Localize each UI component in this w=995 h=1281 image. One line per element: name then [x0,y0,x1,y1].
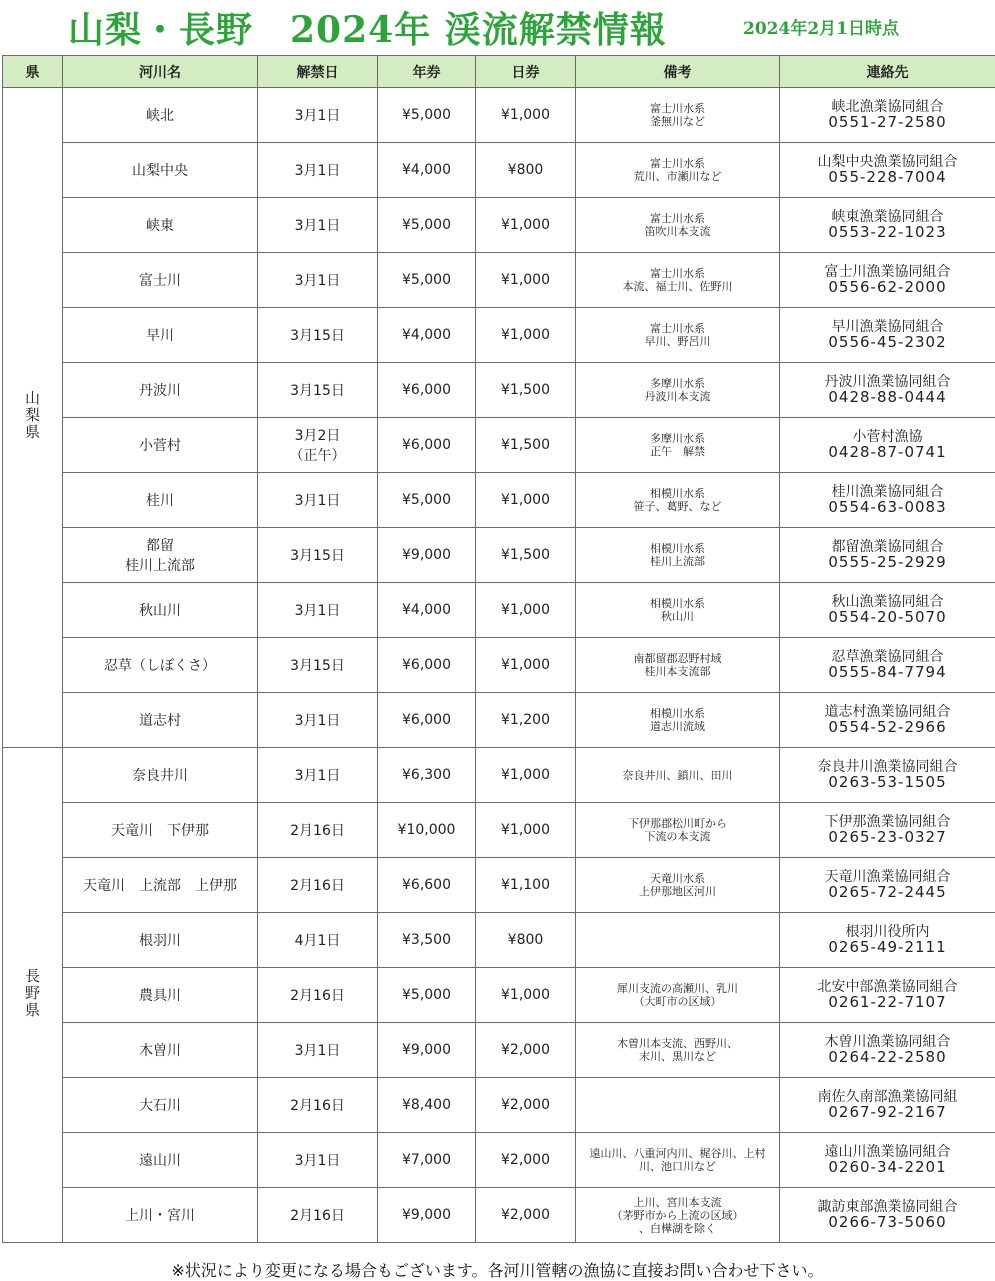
table-row [3,143,995,198]
open-date-cell [258,583,378,638]
river-name-cell-line: 丹波川 [63,380,257,400]
river-name-cell [63,1078,258,1133]
contact-name: 丹波川漁業協同組合 [780,375,995,390]
table-row [3,88,995,143]
contact-phone: 0555-84-7794 [780,665,995,680]
note-cell-line: 南都留郡忍野村域 [576,652,779,665]
note-cell-line: 富士川水系 [576,212,779,225]
annual-ticket-cell: ¥6,000 [378,363,476,418]
note-cell-line: 多摩川水系 [576,377,779,390]
note-cell-line: 末川、黒川など [576,1050,779,1063]
contact-cell [780,253,995,308]
river-name-cell-line: 峡東 [63,215,257,235]
river-name-cell [63,583,258,638]
column-header: 県 [3,56,63,88]
contact-cell [780,198,995,253]
river-name-cell-line: 桂川 [63,490,257,510]
as-of-date: 2024年2月1日時点 [743,14,899,39]
table-row [3,473,995,528]
contact-phone: 0266-73-5060 [780,1215,995,1230]
open-date-cell [258,858,378,913]
contact-name: 奈良井川漁業協同組合 [780,760,995,775]
river-name-cell-line: 道志村 [63,710,257,730]
open-date-cell-line: 3月1日 [258,710,377,730]
annual-ticket-cell: ¥4,000 [378,308,476,363]
river-name-cell [63,638,258,693]
contact-cell [780,968,995,1023]
river-name-cell [63,308,258,363]
open-date-cell [258,88,378,143]
annual-ticket-cell: ¥6,000 [378,418,476,473]
prefecture-cell-nagano [3,748,63,1243]
note-cell-line: 本流、福士川、佐野川 [576,280,779,293]
contact-cell [780,473,995,528]
contact-phone: 0551-27-2580 [780,115,995,130]
prefecture-name: 長野県 [22,968,43,1019]
table-row [3,803,995,858]
table-row [3,253,995,308]
note-cell [576,638,780,693]
contact-name: 遠山川漁業協同組合 [780,1145,995,1160]
contact-name: 根羽川役所内 [780,925,995,940]
day-ticket-cell: ¥1,000 [476,803,576,858]
open-date-cell-line: 2月16日 [258,985,377,1005]
note-cell-line: 奈良井川、鎖川、田川 [576,769,779,782]
annual-ticket-cell: ¥5,000 [378,253,476,308]
annual-ticket-cell: ¥4,000 [378,583,476,638]
open-date-cell-line: 2月16日 [258,875,377,895]
annual-ticket-cell: ¥6,600 [378,858,476,913]
annual-ticket-cell: ¥5,000 [378,968,476,1023]
river-name-cell-line: 遠山川 [63,1150,257,1170]
note-cell-line: 相模川水系 [576,542,779,555]
river-name-cell [63,748,258,803]
table-row [3,968,995,1023]
day-ticket-cell: ¥1,200 [476,693,576,748]
table-row [3,748,995,803]
note-cell-line: 富士川水系 [576,322,779,335]
note-cell-line: 富士川水系 [576,157,779,170]
annual-ticket-cell: ¥5,000 [378,88,476,143]
annual-ticket-cell: ¥5,000 [378,473,476,528]
contact-cell [780,748,995,803]
day-ticket-cell: ¥1,000 [476,473,576,528]
river-name-cell [63,803,258,858]
day-ticket-cell: ¥1,000 [476,968,576,1023]
table-body [3,88,995,1243]
column-header: 連絡先 [780,56,995,88]
note-cell-line: 笹子、葛野、など [576,500,779,513]
open-date-cell [258,418,378,473]
note-cell-line: 秋山川 [576,610,779,623]
note-cell [576,1133,780,1188]
column-header: 河川名 [63,56,258,88]
open-date-cell [258,803,378,858]
contact-name: 峡北漁業協同組合 [780,100,995,115]
contact-phone: 0428-87-0741 [780,445,995,460]
open-date-cell [258,693,378,748]
river-name-cell-line: 大石川 [63,1095,257,1115]
open-date-cell [258,1188,378,1243]
table-row [3,858,995,913]
contact-cell [780,1023,995,1078]
river-name-cell [63,473,258,528]
river-name-cell-line: 奈良井川 [63,765,257,785]
table-row [3,638,995,693]
open-date-cell-line: 3月15日 [258,545,377,565]
open-date-cell [258,1023,378,1078]
annual-ticket-cell: ¥9,000 [378,1023,476,1078]
contact-name: 北安中部漁業協同組合 [780,980,995,995]
contact-cell [780,1188,995,1243]
release-info-table [2,55,995,1243]
contact-name: 諏訪東部漁業協同組合 [780,1200,995,1215]
column-header: 解禁日 [258,56,378,88]
prefecture-name: 山梨県 [22,390,43,441]
open-date-cell-line: 3月2日 [258,425,377,445]
day-ticket-cell: ¥2,000 [476,1188,576,1243]
open-date-cell-line: 3月1日 [258,600,377,620]
contact-name: 小菅村漁協 [780,430,995,445]
contact-name: 秋山漁業協同組合 [780,595,995,610]
contact-cell [780,143,995,198]
note-cell [576,1188,780,1243]
river-name-cell [63,1133,258,1188]
river-name-cell [63,1023,258,1078]
open-date-cell-line: 2月16日 [258,820,377,840]
note-cell-line: 正午 解禁 [576,445,779,458]
note-cell [576,418,780,473]
note-cell [576,583,780,638]
river-name-cell [63,968,258,1023]
column-header: 日券 [476,56,576,88]
contact-cell [780,693,995,748]
day-ticket-cell: ¥1,000 [476,583,576,638]
river-name-cell-line: 木曽川 [63,1040,257,1060]
open-date-cell [258,748,378,803]
contact-name: 山梨中央漁業協同組合 [780,155,995,170]
note-cell [576,1023,780,1078]
column-header: 年券 [378,56,476,88]
river-name-cell-line: 忍草（しぼくさ） [63,655,257,675]
contact-phone: 055-228-7004 [780,170,995,185]
contact-phone: 0554-20-5070 [780,610,995,625]
open-date-cell [258,363,378,418]
contact-phone: 0265-23-0327 [780,830,995,845]
river-name-cell [63,363,258,418]
open-date-cell [258,1133,378,1188]
contact-name: 桂川漁業協同組合 [780,485,995,500]
contact-phone: 0554-52-2966 [780,720,995,735]
contact-phone: 0261-22-7107 [780,995,995,1010]
annual-ticket-cell: ¥9,000 [378,528,476,583]
contact-phone: 0428-88-0444 [780,390,995,405]
annual-ticket-cell: ¥6,000 [378,693,476,748]
note-cell-line: 丹波川本支流 [576,390,779,403]
note-cell-line: 道志川流域 [576,720,779,733]
open-date-cell-line: 3月15日 [258,325,377,345]
day-ticket-cell: ¥1,500 [476,418,576,473]
open-date-cell-line: 4月1日 [258,930,377,950]
note-cell-line: （茅野市から上流の区域） [576,1209,779,1222]
contact-phone: 0556-45-2302 [780,335,995,350]
contact-cell [780,363,995,418]
day-ticket-cell: ¥1,000 [476,253,576,308]
note-cell [576,803,780,858]
contact-name: 南佐久南部漁業協同組 [780,1090,995,1105]
note-cell-line: 下伊那郡松川町から [576,817,779,830]
river-name-cell-line: 山梨中央 [63,160,257,180]
contact-phone: 0554-63-0083 [780,500,995,515]
contact-cell [780,913,995,968]
day-ticket-cell: ¥1,000 [476,198,576,253]
table-row [3,913,995,968]
table-row [3,1078,995,1133]
note-cell-line: 早川、野呂川 [576,335,779,348]
river-name-cell [63,418,258,473]
river-name-cell-line: 天竜川 下伊那 [63,820,257,840]
river-name-cell-line: 根羽川 [63,930,257,950]
river-name-cell [63,528,258,583]
open-date-cell-line: 3月15日 [258,380,377,400]
table-row [3,528,995,583]
contact-cell [780,1133,995,1188]
note-cell-line: 富士川水系 [576,102,779,115]
river-name-cell-line: 早川 [63,325,257,345]
note-cell [576,88,780,143]
day-ticket-cell: ¥1,500 [476,363,576,418]
column-header: 備考 [576,56,780,88]
note-cell-line: 下流の本支流 [576,830,779,843]
open-date-cell-line: 3月1日 [258,1040,377,1060]
day-ticket-cell: ¥800 [476,913,576,968]
contact-cell [780,803,995,858]
day-ticket-cell: ¥1,500 [476,528,576,583]
contact-cell [780,88,995,143]
river-name-cell-line: 小菅村 [63,435,257,455]
open-date-cell-line: 2月16日 [258,1095,377,1115]
prefecture-cell-yamanashi [3,88,63,748]
river-name-cell-line: 桂川上流部 [63,555,257,575]
note-cell [576,308,780,363]
river-name-cell [63,913,258,968]
note-cell-line: 上伊那地区河川 [576,885,779,898]
contact-cell [780,1078,995,1133]
contact-name: 天竜川漁業協同組合 [780,870,995,885]
annual-ticket-cell: ¥4,000 [378,143,476,198]
day-ticket-cell: ¥2,000 [476,1133,576,1188]
annual-ticket-cell: ¥6,000 [378,638,476,693]
note-cell-line: 上川、宮川本支流 [576,1196,779,1209]
day-ticket-cell: ¥2,000 [476,1078,576,1133]
contact-phone: 0265-72-2445 [780,885,995,900]
note-cell [576,528,780,583]
day-ticket-cell: ¥800 [476,143,576,198]
note-cell-line: 、白樺湖を除く [576,1222,779,1235]
open-date-cell-line: 3月1日 [258,270,377,290]
open-date-cell [258,913,378,968]
contact-name: 早川漁業協同組合 [780,320,995,335]
note-cell [576,253,780,308]
table-row [3,1188,995,1243]
river-name-cell-line: 天竜川 上流部 上伊那 [63,875,257,895]
contact-phone: 0260-34-2201 [780,1160,995,1175]
contact-cell [780,418,995,473]
annual-ticket-cell: ¥10,000 [378,803,476,858]
open-date-cell-line: 3月1日 [258,215,377,235]
annual-ticket-cell: ¥7,000 [378,1133,476,1188]
open-date-cell [258,968,378,1023]
note-cell-line: 遠山川、八重河内川、梶谷川、上村 [576,1147,779,1160]
contact-phone: 0553-22-1023 [780,225,995,240]
note-cell-line: 桂川本支流部 [576,665,779,678]
contact-cell [780,638,995,693]
contact-phone: 0267-92-2167 [780,1105,995,1120]
note-cell-line: （大町市の区域） [576,995,779,1008]
note-cell [576,693,780,748]
open-date-cell [258,308,378,363]
note-cell [576,363,780,418]
contact-phone: 0556-62-2000 [780,280,995,295]
river-name-cell [63,1188,258,1243]
river-name-cell-line: 秋山川 [63,600,257,620]
day-ticket-cell: ¥2,000 [476,1023,576,1078]
contact-cell [780,858,995,913]
note-cell [576,473,780,528]
note-cell [576,858,780,913]
open-date-cell-line: 2月16日 [258,1205,377,1225]
open-date-cell [258,143,378,198]
table-row [3,198,995,253]
contact-phone: 0555-25-2929 [780,555,995,570]
river-name-cell-line: 農具川 [63,985,257,1005]
day-ticket-cell: ¥1,100 [476,858,576,913]
annual-ticket-cell: ¥5,000 [378,198,476,253]
note-cell-line: 木曽川本支流、西野川、 [576,1037,779,1050]
river-name-cell [63,253,258,308]
river-name-cell-line: 上川・宮川 [63,1205,257,1225]
contact-name: 下伊那漁業協同組合 [780,815,995,830]
contact-name: 峡東漁業協同組合 [780,210,995,225]
table-row [3,308,995,363]
river-name-cell [63,693,258,748]
note-cell-line: 天竜川水系 [576,872,779,885]
contact-cell [780,308,995,363]
note-cell-line: 川、池口川など [576,1160,779,1173]
note-cell-line: 荒川、市瀬川など [576,170,779,183]
note-cell [576,1078,780,1133]
note-cell [576,143,780,198]
open-date-cell-line: 3月1日 [258,1150,377,1170]
contact-name: 道志村漁業協同組合 [780,705,995,720]
table-row [3,1023,995,1078]
note-cell [576,198,780,253]
note-cell-line: 相模川水系 [576,597,779,610]
note-cell-line: 相模川水系 [576,487,779,500]
river-name-cell-line: 峡北 [63,105,257,125]
open-date-cell [258,198,378,253]
river-name-cell-line: 富士川 [63,270,257,290]
table-row [3,363,995,418]
contact-phone: 0265-49-2111 [780,940,995,955]
river-name-cell [63,198,258,253]
footer-note: ※状況により変更になる場合もございます。各河川管轄の漁協に直接お問い合わせ下さい。 [0,1258,995,1281]
open-date-cell [258,528,378,583]
note-cell-line: 桂川上流部 [576,555,779,568]
contact-cell [780,528,995,583]
open-date-cell-line: 3月1日 [258,105,377,125]
note-cell [576,968,780,1023]
table-row [3,693,995,748]
day-ticket-cell: ¥1,000 [476,748,576,803]
contact-phone: 0263-53-1505 [780,775,995,790]
note-cell-line: 富士川水系 [576,267,779,280]
contact-name: 忍草漁業協同組合 [780,650,995,665]
open-date-cell-line: 3月15日 [258,655,377,675]
annual-ticket-cell: ¥9,000 [378,1188,476,1243]
contact-phone: 0264-22-2580 [780,1050,995,1065]
open-date-cell [258,1078,378,1133]
contact-name: 富士川漁業協同組合 [780,265,995,280]
table-row [3,1133,995,1188]
open-date-cell-line: 3月1日 [258,765,377,785]
table-header-row [3,56,995,88]
open-date-cell [258,638,378,693]
river-name-cell-line: 都留 [63,535,257,555]
table-row [3,418,995,473]
annual-ticket-cell: ¥8,400 [378,1078,476,1133]
note-cell-line: 笛吹川本支流 [576,225,779,238]
day-ticket-cell: ¥1,000 [476,88,576,143]
page-title: 山梨・長野 2024年 渓流解禁情報 [68,2,667,53]
open-date-cell [258,473,378,528]
open-date-cell-line: （正午） [258,445,377,465]
river-name-cell [63,143,258,198]
river-name-cell [63,88,258,143]
table-row [3,583,995,638]
note-cell-line: 釜無川など [576,115,779,128]
open-date-cell-line: 3月1日 [258,160,377,180]
note-cell-line: 相模川水系 [576,707,779,720]
note-cell [576,913,780,968]
river-name-cell [63,858,258,913]
note-cell-line: 犀川支流の高瀬川、乳川 [576,982,779,995]
note-cell [576,748,780,803]
open-date-cell-line: 3月1日 [258,490,377,510]
annual-ticket-cell: ¥6,300 [378,748,476,803]
day-ticket-cell: ¥1,000 [476,638,576,693]
header [0,0,995,50]
contact-name: 木曽川漁業協同組合 [780,1035,995,1050]
contact-name: 都留漁業協同組合 [780,540,995,555]
note-cell-line: 多摩川水系 [576,432,779,445]
annual-ticket-cell: ¥3,500 [378,913,476,968]
open-date-cell [258,253,378,308]
contact-cell [780,583,995,638]
day-ticket-cell: ¥1,000 [476,308,576,363]
